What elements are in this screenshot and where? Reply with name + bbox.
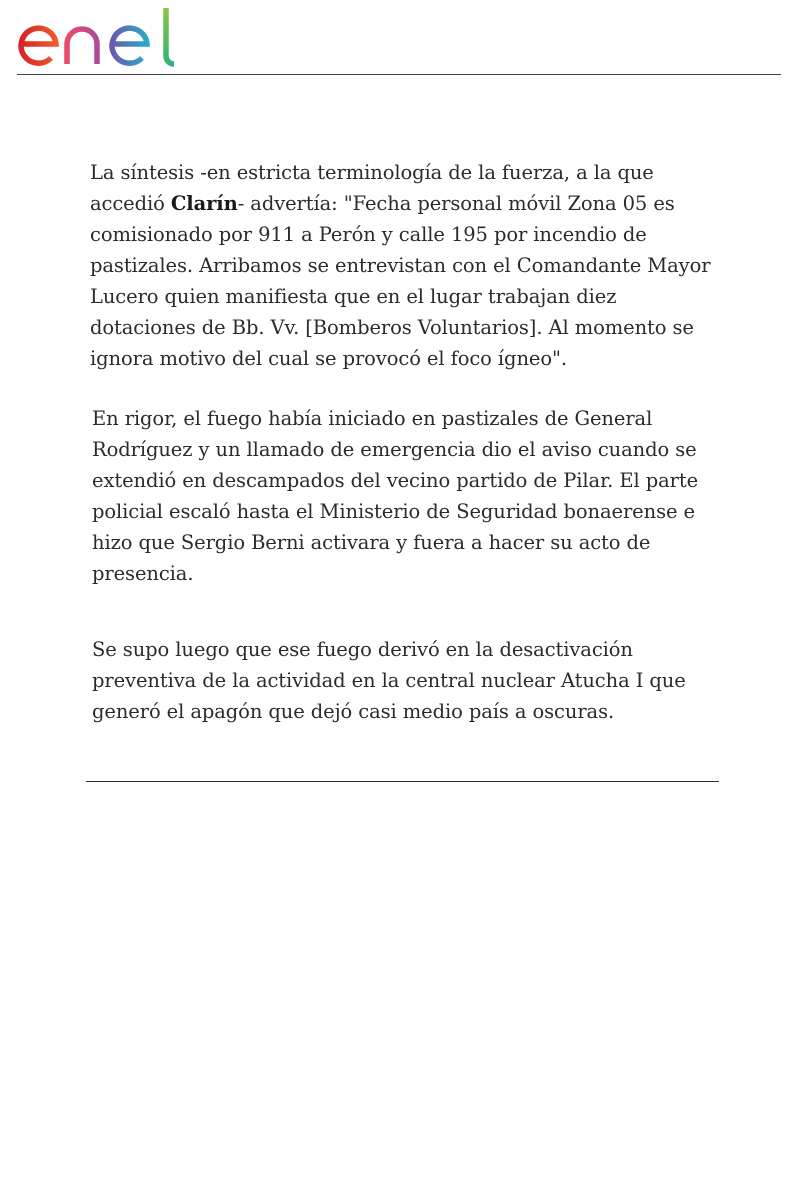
clarin-bold-text: Clarín xyxy=(170,192,238,215)
site-header xyxy=(0,0,800,76)
paragraph-text: - advertía: "Fecha personal móvil Zona 05 es comisionado por 911 a Perón y calle 195 por incendio de pastizales. Arribamos se entrevistan con el Comandante Mayor Lucero quien manifiesta que en el lugar trabajan diez dotaciones de Bb. Vv. [Bomberos Voluntarios]. Al momento se ignora motivo del cual se provocó el foco ígneo". xyxy=(90,192,711,370)
header-divider xyxy=(17,74,781,75)
enel-logo[interactable] xyxy=(17,4,182,68)
article-paragraph-1 xyxy=(90,157,720,374)
article-paragraph-2: En rigor, el fuego había iniciado en pastizales de General Rodríguez y un llamado de emergencia dio el aviso cuando se extendió en descampados del vecino partido de Pilar. El parte policial escaló hasta el Ministerio de Seguridad bonaerense e hizo que Sergio Berni activara y fuera a hacer su acto de presencia. xyxy=(92,407,699,585)
paragraph-text: La síntesis -en estricta terminología de la fuerza, a la que accedió xyxy=(90,161,654,215)
article-end-divider xyxy=(86,781,719,782)
article-paragraph-3: Se supo luego que ese fuego derivó en la desactivación preventiva de la actividad en la central nuclear Atucha I que generó el apagón que dejó casi medio país a oscuras. xyxy=(92,638,686,723)
